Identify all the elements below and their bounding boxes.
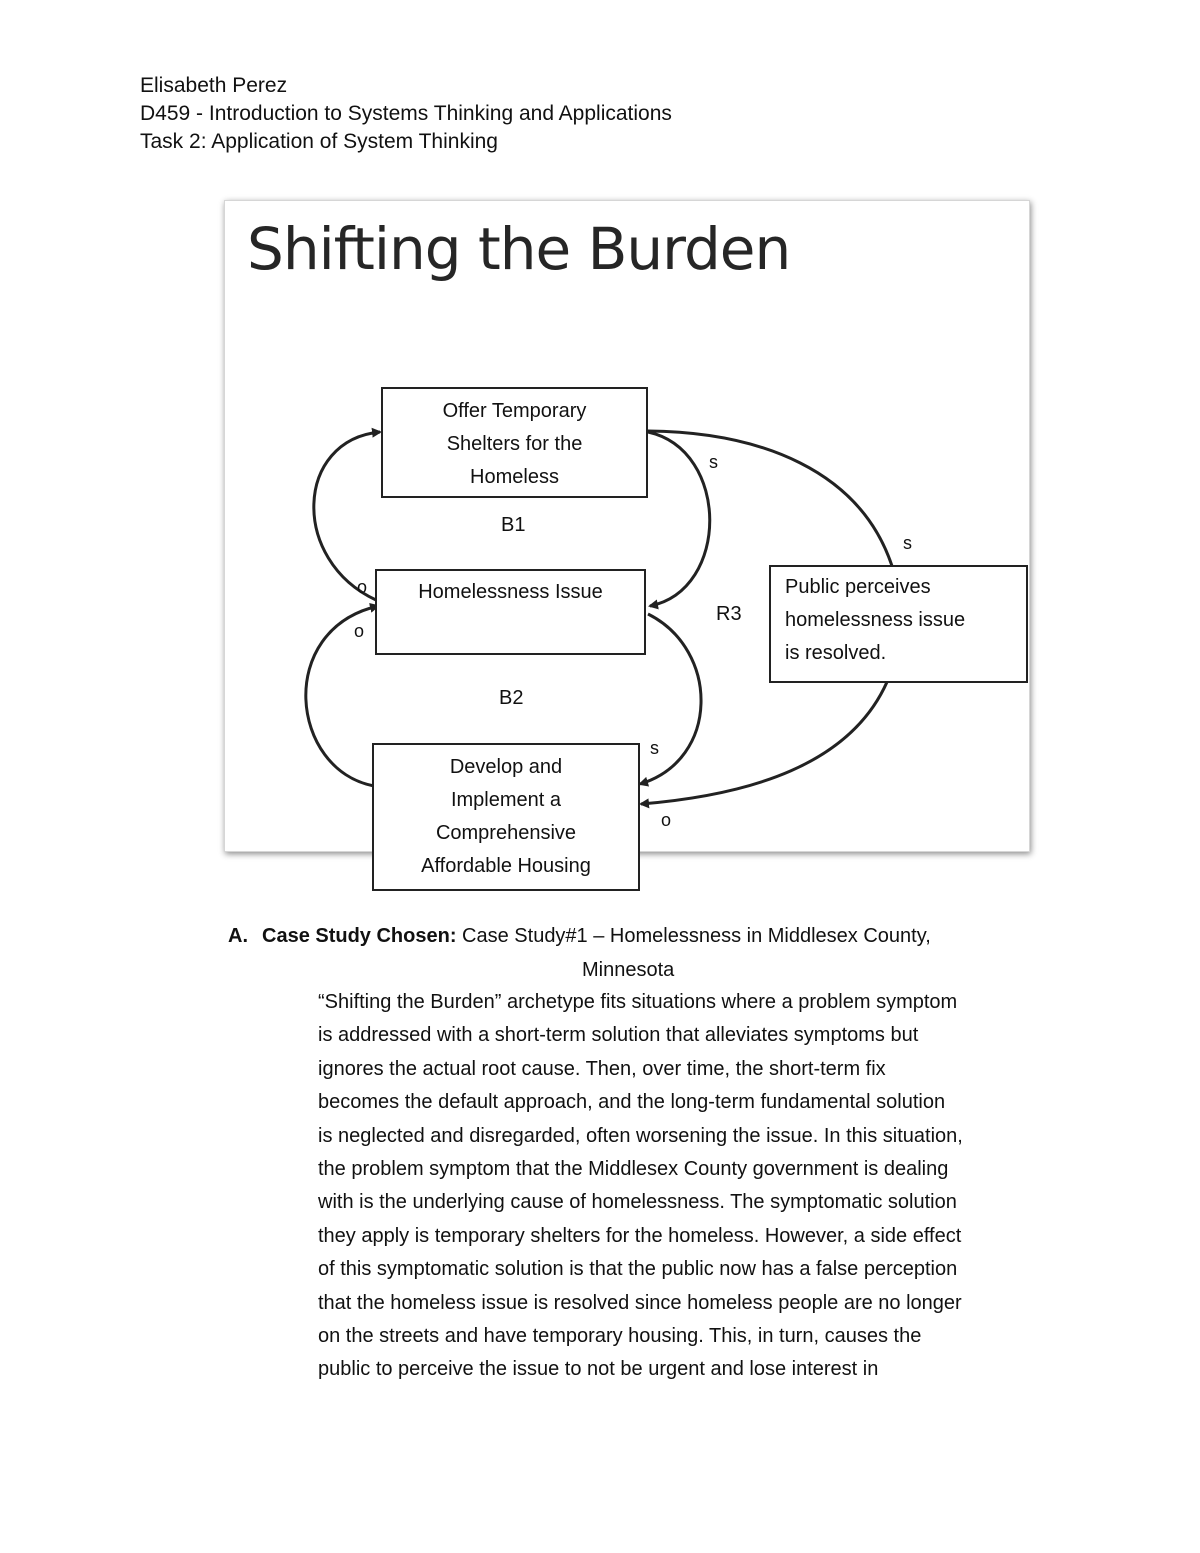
polarity-s-shelters-perception: s [903,533,912,553]
paragraph-line: public to perceive the issue to not be urgent and lose interest in [318,1358,879,1381]
arrow-perception-to-housing [641,682,887,804]
node-affordable-housing [372,743,640,891]
node-line: is resolved. [785,642,887,664]
loop-label-b2: B2 [499,687,524,709]
loop-label-r3: R3 [716,603,742,625]
paragraph-line: on the streets and have temporary housing. This, in turn, causes the [318,1325,922,1348]
node-line: Offer Temporary [442,400,587,422]
course-title: D459 - Introduction to Systems Thinking and Applications [140,102,672,125]
section-label: Case Study Chosen: [262,925,457,947]
polarity-o-issue-shelters: o [357,577,368,597]
paragraph-line: is addressed with a short-term solution that alleviates symptoms but [318,1024,919,1047]
paragraph-line: of this symptomatic solution is that the public now has a false perception [318,1258,958,1281]
node-line: Homelessness Issue [418,581,603,603]
section-a [228,920,1068,987]
paragraph-line: the problem symptom that the Middlesex County government is dealing [318,1158,949,1181]
node-line: Affordable Housing [421,855,591,877]
paragraph-line: “Shifting the Burden” archetype fits situations where a problem symptom [318,991,958,1013]
node-line: Public perceives [785,576,931,598]
section-marker: A. [228,925,248,947]
paragraph-line: that the homeless issue is resolved since homeless people are no longer [318,1291,962,1314]
task-title: Task 2: Application of System Thinking [140,130,498,153]
arrow-housing-to-issue [306,606,378,786]
polarity-o-perception-housing: o [661,810,672,830]
author-name: Elisabeth Perez [140,74,288,97]
node-line: Shelters for the [446,433,583,455]
polarity-s-shelters-issue: s [709,452,718,472]
node-line: Homeless [470,466,559,488]
arrow-shelters-to-issue [648,432,710,606]
node-line: homelessness issue [785,609,966,631]
node-line: Comprehensive [435,822,577,844]
polarity-o-housing-issue: o [354,621,365,641]
paragraph-line: they apply is temporary shelters for the homeless. However, a side effect [318,1224,962,1247]
paragraph-line: is neglected and disregarded, often worsening the issue. In this situation, [318,1124,963,1147]
arrow-issue-to-shelters [314,432,380,600]
body-paragraph [318,986,1078,1387]
paragraph-line: with is the underlying cause of homelessness. The symptomatic solution [318,1191,957,1214]
section-value-cont: Minnesota [582,958,675,981]
node-line: Implement a [450,789,562,811]
paragraph-line: becomes the default approach, and the long-term fundamental solution [318,1091,946,1114]
node-line: Develop and [449,756,563,778]
node-temporary-shelters [381,387,648,498]
polarity-s-issue-housing: s [650,738,659,758]
node-homelessness-issue [375,569,646,655]
diagram-title: Shifting the Burden [247,215,791,283]
paragraph-line: ignores the actual root cause. Then, over time, the short-term fix [318,1057,886,1080]
section-value: Case Study#1 – Homelessness in Middlesex County, [462,925,931,947]
loop-label-b1: B1 [501,514,526,536]
node-public-perception [769,565,1028,683]
